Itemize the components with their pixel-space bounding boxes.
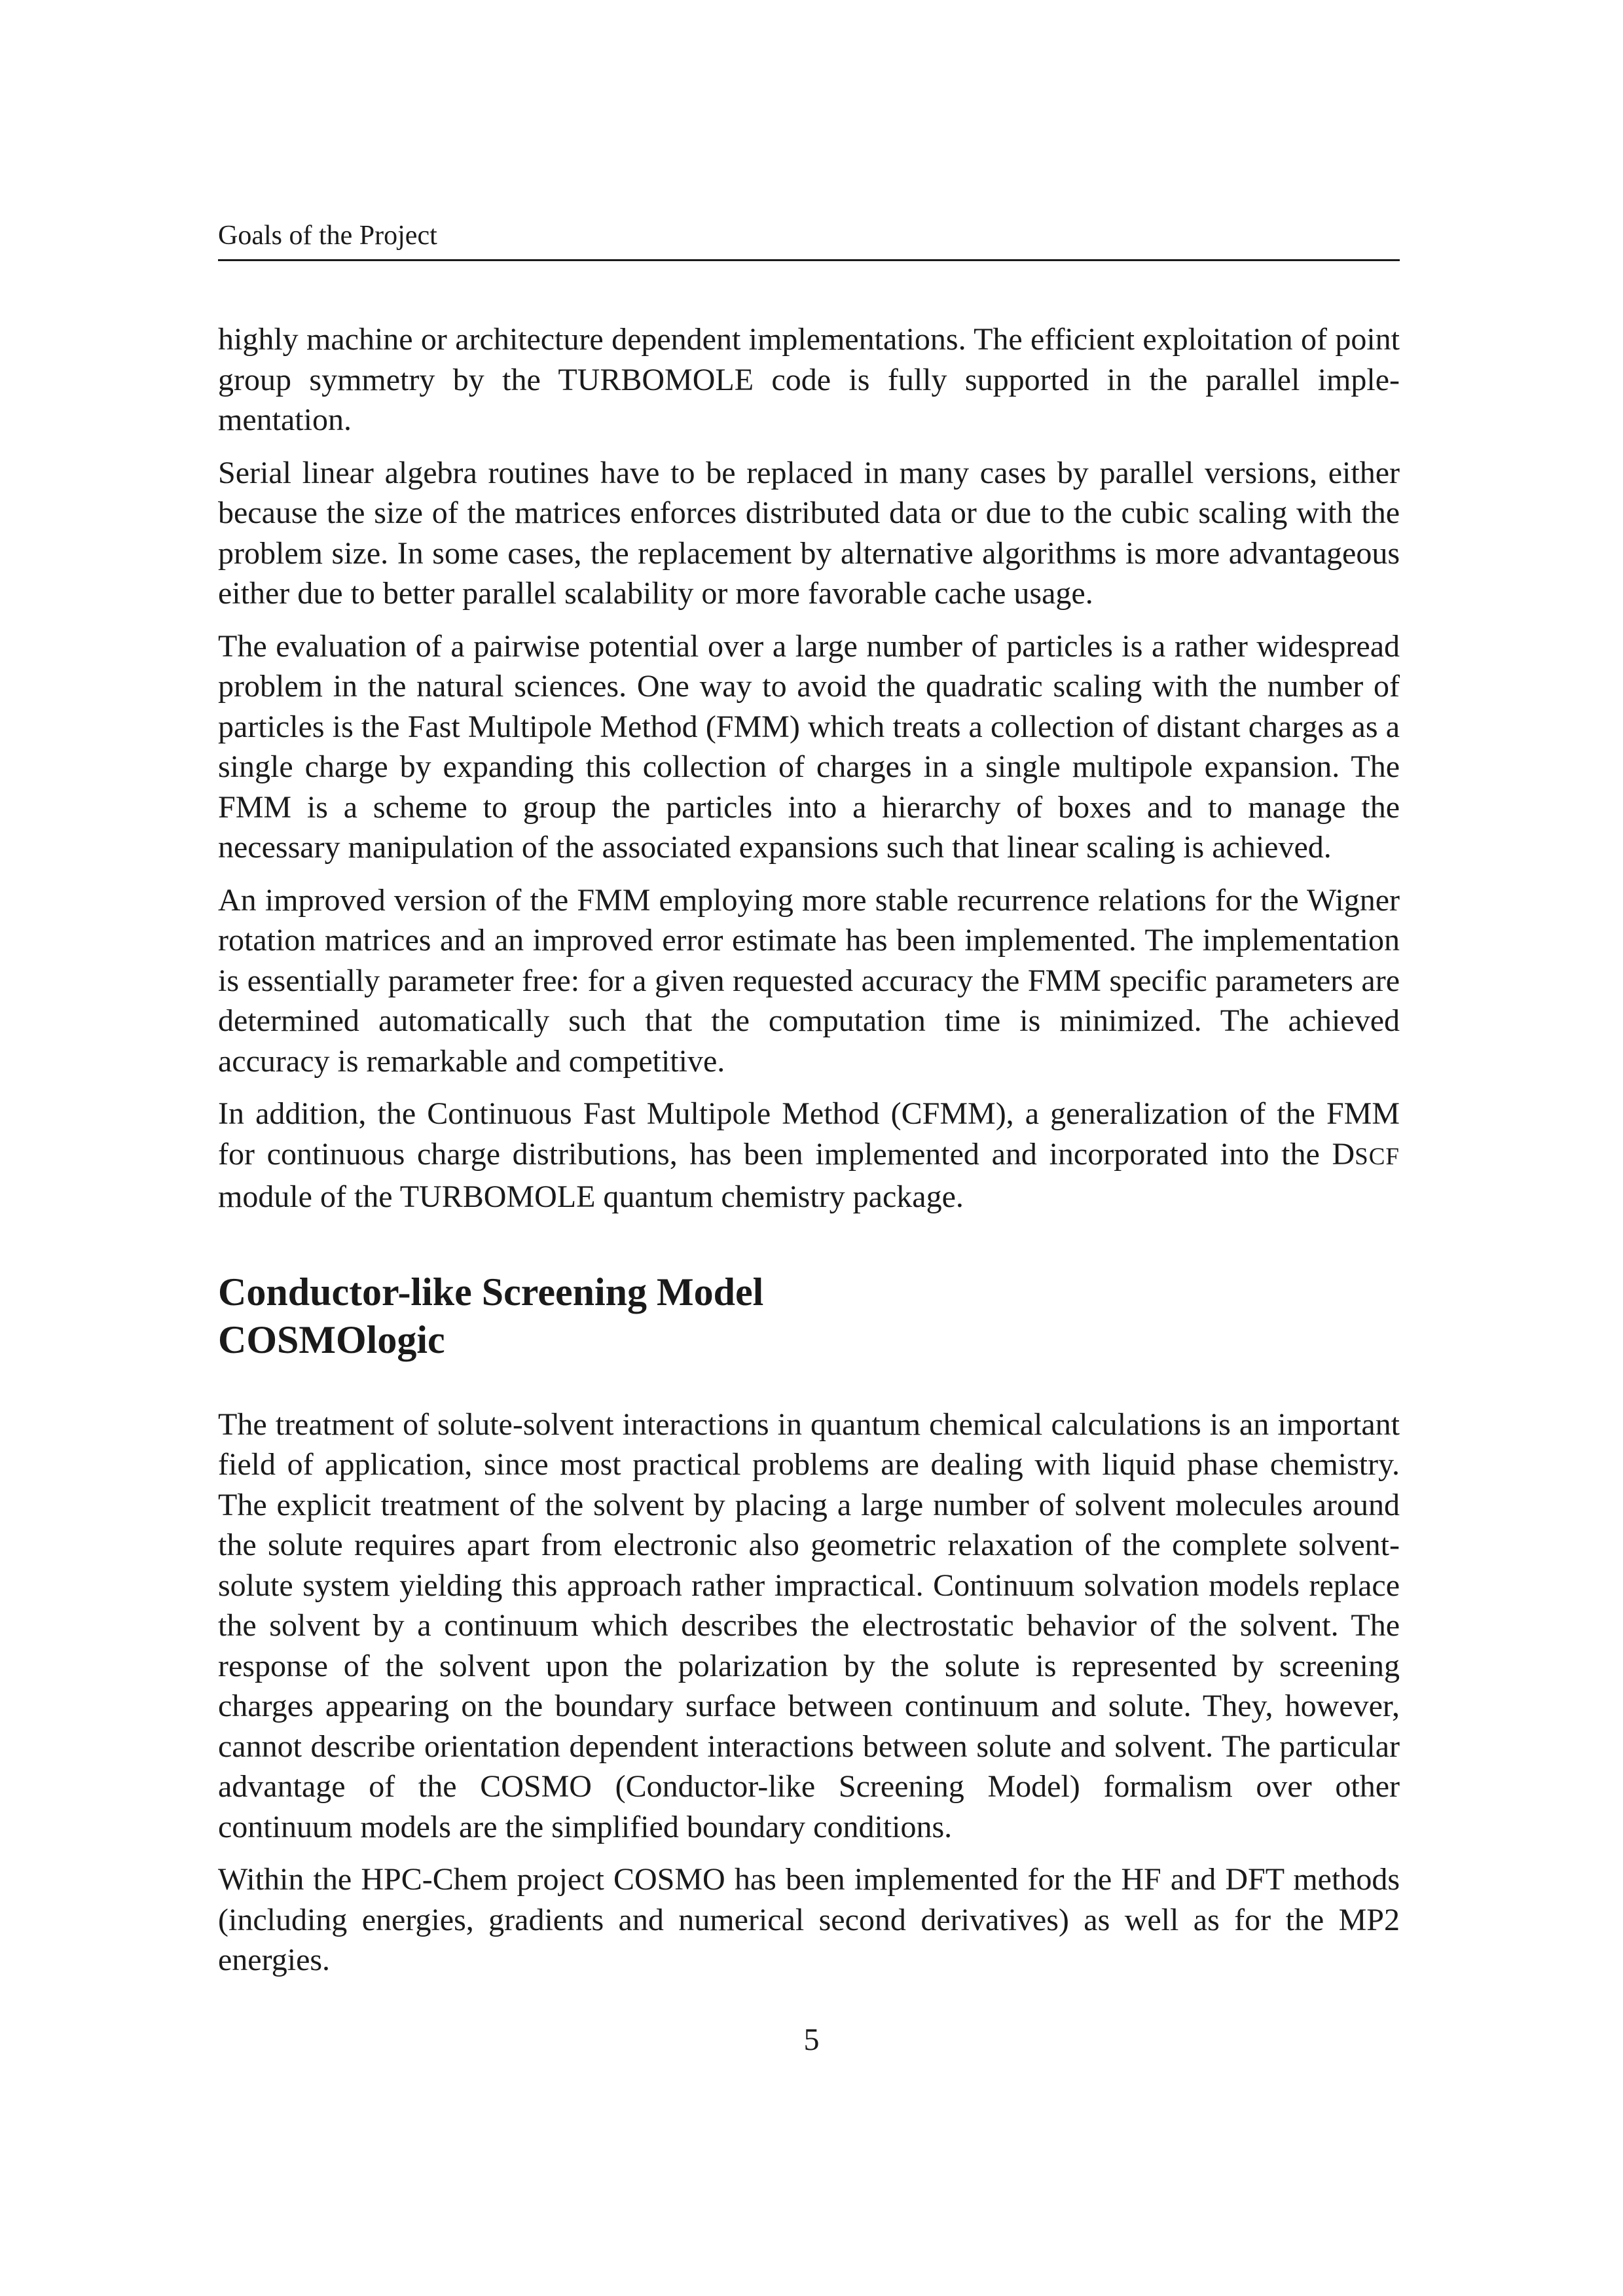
section-heading-cosmo [218, 1268, 1400, 1364]
paragraph-linear-algebra: Serial linear algebra routines have to be replaced in many cases by parallel versions, either because the size of the matrices enforces distributed data or due to the cubic scaling with the problem size. In some cases, the replacement by alternative algorithms is more advantageous either due to better parallel scalability or more favorable cache usage. [218, 455, 1400, 611]
running-header: Goals of the Project [218, 216, 1400, 261]
cfmm-text-before: In addition, the Continuous Fast Multipole Method (CFMM), a generalization of the FMM for continuous charge distributions, has been implemented and incorporated into the [218, 1096, 1400, 1172]
paragraph-cosmo-implementation: Within the HPC-Chem project COSMO has been implemented for the HF and DFT methods (including energies, gradients and numerical second derivatives) as well as for the MP2 energies. [218, 1862, 1400, 1977]
paragraph-parallel-symmetry: highly machine or architecture dependent implementations. The efficient exploitation of point group symmetry by the TURBOMOLE code is fully supported in the parallel implementation. [218, 322, 1400, 437]
dscf-module-initial: D [1332, 1136, 1355, 1172]
paragraph-fmm-intro: The evaluation of a pairwise potential over a large number of particles is a rather widespread problem in the natural sciences. One way to avoid the quadratic scaling with the number of particles is the Fast Multipole Method (FMM) which treats a collection of distant charges as a single charge by expanding this collection of charges in a single multipole expansion. The FMM is a scheme to group the particles into a hierarchy of boxes and to manage the necessary manipulation of the associated expansions such that linear scaling is achieved. [218, 628, 1400, 865]
paragraph-cfmm [218, 1094, 1400, 1217]
dscf-module-rest: SCF [1355, 1143, 1400, 1170]
cfmm-text-after: module of the TURBOMOLE quantum chemistry package. [218, 1179, 964, 1214]
paragraph-fmm-improved: An improved version of the FMM employing more stable recurrence relations for the Wigner rotation matrices and an improved error estimate has been implemented. The implementation is essentially parameter free: for a given requested accuracy the FMM specific parameters are determined automatically such that the computation time is minimized. The achieved accuracy is remarkable and competitive. [218, 882, 1400, 1079]
section-heading-line2: COSMOlogic [218, 1318, 445, 1361]
page-number: 5 [803, 2022, 820, 2057]
section-heading-line1: Conductor-like Screening Model [218, 1270, 764, 1314]
page-body [218, 319, 1400, 1993]
paragraph-cosmo-intro: The treatment of solute-solvent interactions in quantum chemical calculations is an important field of application, since most practical problems are dealing with liquid phase chemistry. The explicit treatment of the solvent by placing a large number of solvent molecules around the solute requires apart from electronic also geometric relaxation of the complete solvent-solute system yielding this approach rather impractical. Continuum solvation models replace the solvent by a continuum which describes the electrostatic behavior of the solvent. The response of the solvent upon the polarization by the solute is represented by screening charges appearing on the boundary surface between continuum and solute. They, however, cannot describe orientation dependent interactions between solute and solvent. The particular advantage of the COSMO (Conductor-like Screening Model) formalism over other continuum models are the simplified boundary conditions. [218, 1407, 1400, 1844]
